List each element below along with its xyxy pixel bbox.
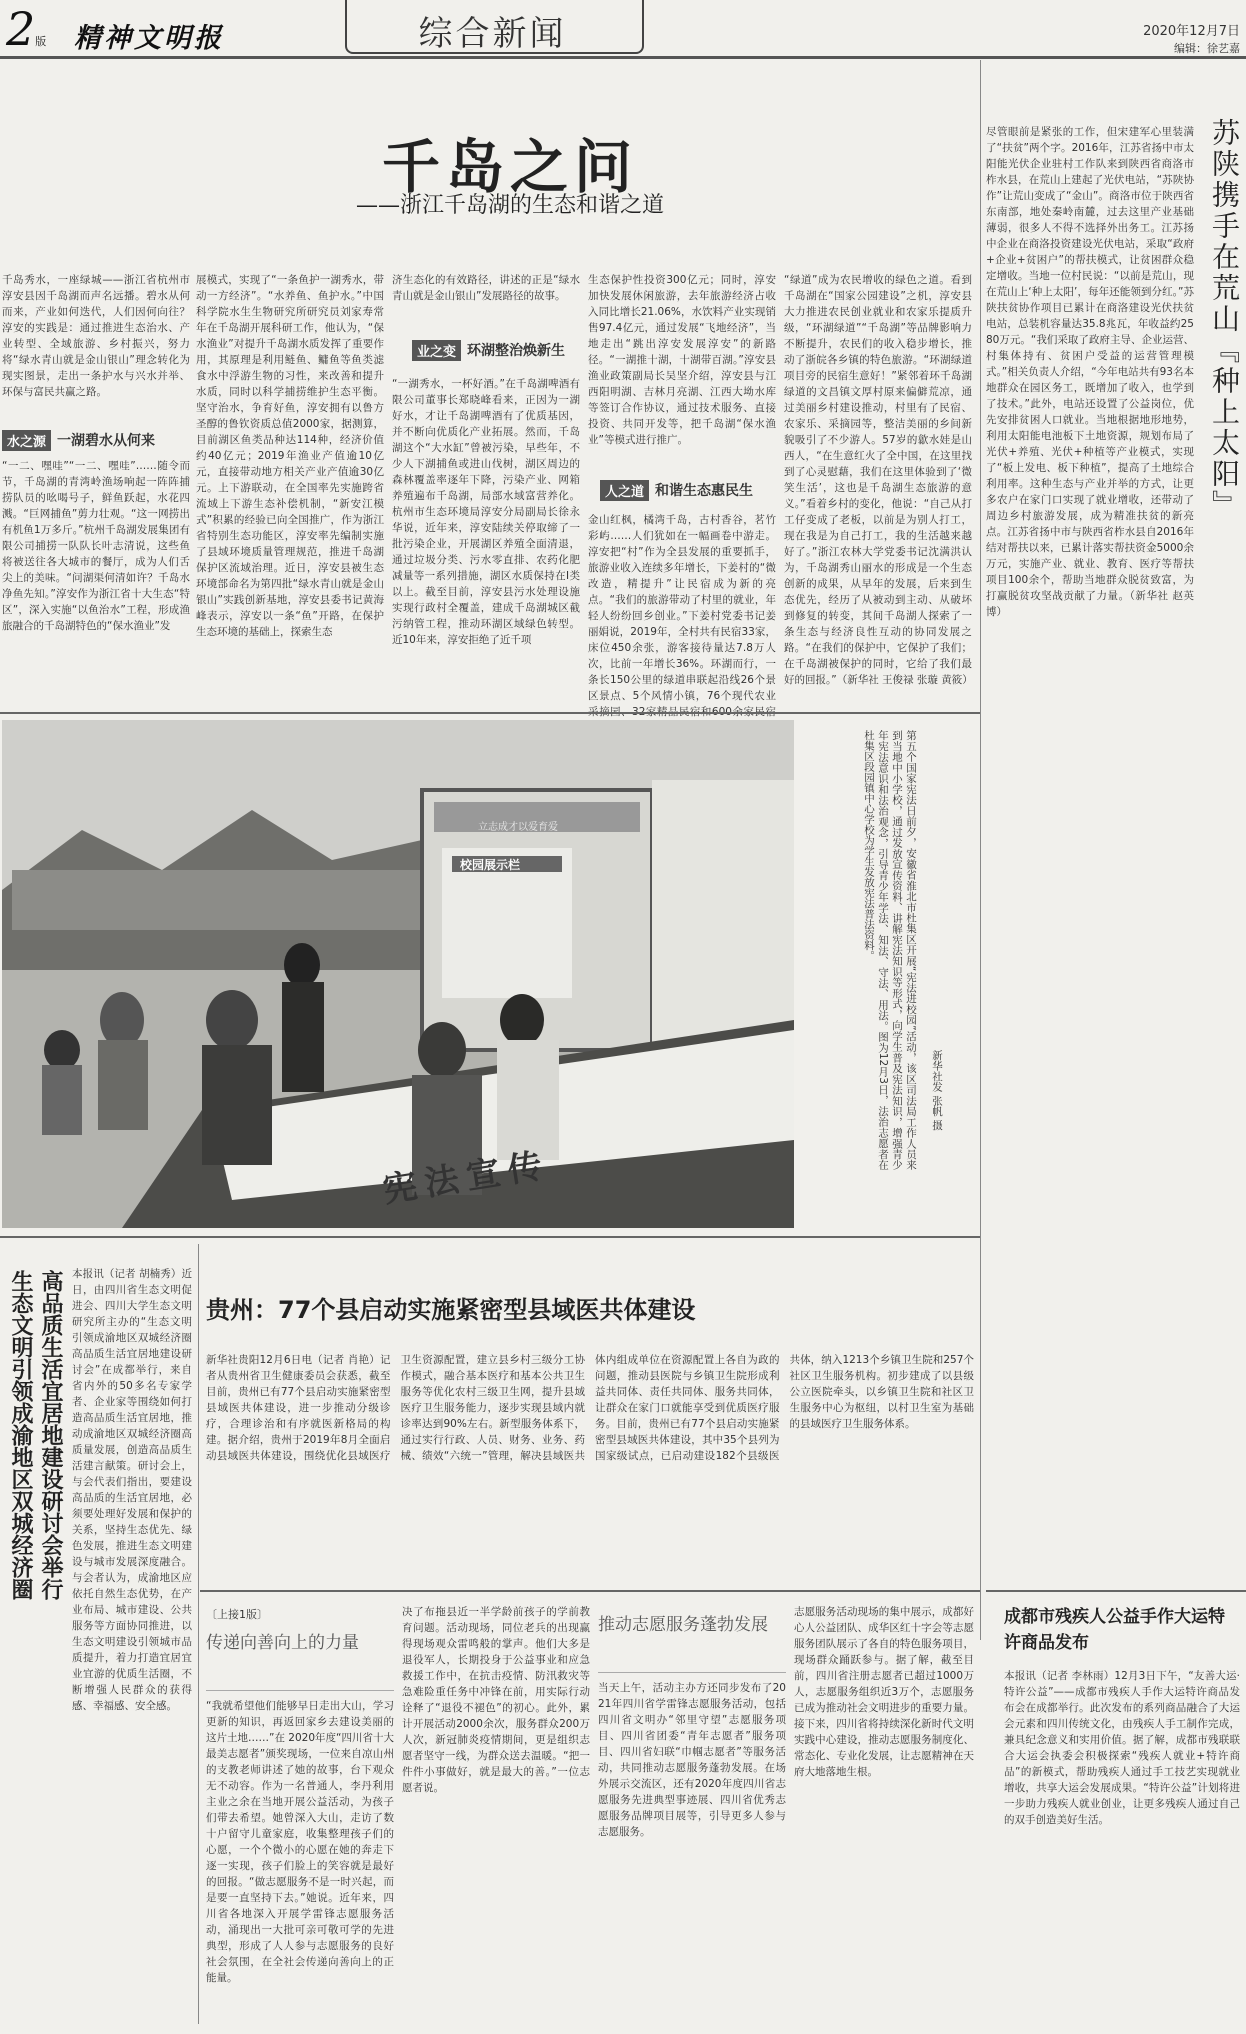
guizhou-bottom-rule — [200, 1590, 980, 1592]
volunteer-subhead-b-rule — [598, 1672, 786, 1673]
lead-subhead-1-text: 一湖碧水从何来 — [57, 433, 156, 449]
volunteer-col-c: 当天上午，活动主办方还同步发布了2021年四川省学雷锋志愿服务活动，包括四川省文明办“邻里守望”志愿服务项目、四川省团委“青年志愿者”服务项目、四川省妇联“巾帼志愿者”等服务活动，共同推动志愿服务蓬勃发展。在场外展示交流区，还有2020年度四川省志愿服务先进典型事迹展、四川省优秀志愿服务品牌项目展等，引导更多人参与志愿服务。 — [598, 1682, 786, 1838]
lead-col-1: 千岛秀水，一座绿城——浙江省杭州市淳安县因千岛湖而声名远播。碧水从何而来，产业如何迭代，人们因何向往？淳安的实践是：通过推进生态治水、产业转型、全域旅游、乡村振兴，努力将“绿水青山就是金山银山”理念转化为现实图景，走出一条护水与兴水并举、环保与富民共赢之路。 — [2, 274, 190, 398]
paper-logo: 精神文明报 — [74, 23, 224, 54]
guizhou-headline: 贵州：77个县启动实施紧密型县域医共体建设 — [206, 1296, 696, 1324]
guizhou-body: 新华社贵阳12月6日电（记者 肖艳）记者从贵州省卫生健康委员会获悉，截至目前，贵州已有77个县启动实施紧密型县域医共体建设，进一步推动分级诊疗，合理诊治和有序就医新格局的构建。据介绍，贵州于2019年8月全面启动县域医共体建设，围绕优化县域医疗卫生资源配置，建立县乡村三级分工协作模式，融合基本医疗和基本公共卫生服务等优化农村三级卫生网，提升县域医疗卫生服务能力，逐步实现县域内就诊率达到90%左右。新型服务体系下，通过实行行政、人员、财务、业务、药械、绩效“六统一”管理，解决县域医共体内组成单位在资源配置上各自为政的问题，推动县医院与乡镇卫生院形成利益共同体、责任共同体、服务共同体，让群众在家门口就能享受到优质医疗服务。目前，贵州已有77个县启动实施紧密型县域医共体建设，其中35个县列为国家级试点，已启动建设182个县级医共体，纳入1213个乡镇卫生院和257个社区卫生服务机构。初步建成了以县级公立医院牵头，以乡镇卫生院和社区卫生服务中心为枢纽，以村卫生室为基础的县域医疗卫生服务体系。 — [206, 1354, 974, 1462]
lead-bottom-rule — [0, 712, 980, 714]
photo-banner-text: 宪法宣传 — [380, 1145, 553, 1211]
volunteer-col-b: 决了布拖县近一半学龄前孩子的学前教育问题。活动现场，同位老兵的出现赢得现场观众雷鸣般的掌声。他们大多是退役军人，长期投身于公益事业和应急救援工作中，在抗击疫情、防汛救灾等急难险重任务中冲锋在前，用实际行动诠释了“退役不褪色”的初心。此外，累计开展活动2000余次，服务群众200万人次，新冠肺炎疫情期间，更是组织志愿者坚守一线，为群众送去温暖。“把一件件小事做好，就是最大的善。”一位志愿者说。 — [402, 1606, 590, 1794]
photo-scene — [2, 720, 794, 1228]
lead-subhead-3-text: 和谐生态惠民生 — [655, 483, 754, 499]
photo-bottom-rule — [0, 1236, 980, 1238]
right-col-body: 尽管眼前是紧张的工作，但宋建军心里装满了“扶贫”两个字。2016年，江苏省扬中市太阳能光伏企业驻村工作队来到陕西省商洛市柞水县，在荒山上建起了光伏电站，“苏陕协作”让荒山变成了“金山”。商洛市位于陕西省东南部，地处秦岭南麓，过去这里产业基础薄弱，很多人不得不选择外出务工。江苏扬中企业在商洛投资建设光伏电站，采取“政府+企业+贫困户”的帮扶模式，让贫困群众稳定增收。当地一位村民说：“以前是荒山，现在荒山上‘种上太阳’，每年还能领到分红。”苏陕扶贫协作项目已累计在商洛建设光伏扶贫电站，总装机容量达35.8兆瓦，年收益约2580万元。“我们采取了政府主导、企业运营、村集体持有、贫困户受益的运营管理模式。”相关负责人介绍，“今年电站共有93名本地群众在园区务工，既增加了收入，也学到了技术。”此外，电站还设置了公益岗位，优先安排贫困人口就业。当地根据地形地势，利用太阳能电池板下土地资源，规划布局了光伏+养殖、光伏+种植等产业模式，实现了“板上发电、板下种植”，提高了土地综合利用率。这种生态与产业并举的方式，让更多农户在家门口实现了就业增收，还带动了周边乡村旅游发展，成为精准扶贫的新亮点。江苏省扬中市与陕西省柞水县自2016年结对帮扶以来，已累计落实帮扶资金5000余万元，实施产业、就业、教育、医疗等帮扶项目100余个，帮助当地群众脱贫致富，为打赢脱贫攻坚战贡献了力量。（新华社 赵英博） — [986, 126, 1194, 618]
photo-board-title: 校园展示栏 — [460, 858, 521, 872]
lead-col-1b: “一二、嘿哇”“一二、嘿哇”……随令而节，千岛湖的青湾岭渔场响起一阵阵捕捞队员的吆喝号子，鲜鱼跃起，水花四溅。“巨网捕鱼”剪力壮观。“这一网捞出有机鱼1万多斤。”杭州千岛湖发展集团有限公司捕捞一队队长叶志清说，这些鱼将被送往各大城市的餐厅，成为人们舌尖上的美味。“问湖渠何清如许？千岛水净鱼先知。”淳安作为浙江省十大生态“特区”，深入实施“以鱼治水”工程，形成渔旅融合的千岛湖特色的“保水渔业”发 — [2, 460, 190, 632]
forum-divider — [198, 1244, 199, 2024]
lead-col-5: “绿道”成为农民增收的绿色之道。看到千岛湖在“国家公园建设”之机，淳安县大力推进农民创业就业和农家乐提质升级，“环湖绿道”“千岛湖”等品牌影响力不断提升，农民们的收入稳步增长，推动了浙皖各乡镇的特色旅游。“环湖绿道项目旁的民宿生意好！”紧邻着环千岛湖绿道的文昌镇文厚村原来偏僻荒凉，通过美丽乡村建设推动，村里有了民宿、农家乐、采摘园等，整洁美丽的乡间新貌吸引了不少游人。57岁的歙水娃是山西人，“在生意红火了全中国，在这里找到了心灵慰藉，我们在这里体验到了‘微笑生活’，这也是千岛湖生态旅游的意义。”看着乡村的变化，他说：“自己从打工仔变成了老板，以前是为别人打工，现在我是为自己打工，我的生活越来越好了。”浙江农林大学党委书记沈满洪认为，千岛湖秀山丽水的形成是一个生态创新的成果，从早年的发展，后来到生态优先，经历了从被动到主动、从破坏到修复的转变，其间千岛湖人探索了一条生态与经济良性互动的协同发展之路。“在我们的保护中，它保护了我们；在千岛湖被保护的同时，它给了我们最好的回报。”（新华社 王俊禄 张璇 黄筱） — [784, 274, 973, 686]
right-col-end-rule — [986, 1590, 1246, 1592]
lead-subhead-1 — [2, 428, 190, 452]
lead-subhead-3 — [600, 478, 776, 502]
photo-credit: 新华社发 张帆 摄 — [931, 1050, 943, 1131]
right-col-title: 苏陕携手在荒山『种上太阳』 — [1208, 118, 1241, 521]
masthead — [0, 0, 1246, 62]
forum-title-a: 高品质生活宜居地建设研讨会举行 — [38, 1270, 64, 1600]
masthead-rule — [0, 56, 1246, 59]
lead-title: 千岛之问 — [381, 133, 638, 201]
right-col-divider — [980, 60, 981, 1640]
news-photo — [2, 720, 794, 1228]
volunteer-subhead-a-rule — [206, 1690, 394, 1691]
page-number-digit: 2 — [6, 2, 36, 56]
editor-line: 编辑：徐艺嘉 — [1174, 42, 1240, 55]
lead-subhead-2 — [412, 338, 582, 362]
continued-note: 〔上接1版〕 — [206, 1608, 268, 1621]
lead-subhead-1-tag: 水之源 — [2, 430, 51, 451]
section-title: 综合新闻 — [418, 14, 567, 54]
lead-subhead-2-tag: 业之变 — [412, 340, 461, 361]
volunteer-subhead-b: 推动志愿服务蓬勃发展 — [598, 1615, 768, 1635]
lead-subtitle: ——浙江千岛湖的生态和谐之道 — [355, 193, 664, 218]
disabled-body: 本报讯（记者 李林雨）12月3日下午，“友善大运·特许公益”——成都市残疾人手作大运特许商品发布会在成都举行。此次发布的系列商品融合了大运会元素和四川传统文化，由残疾人手工制作完成，兼具纪念意义和实用价值。据了解，成都市残联联合大运会执委会积极探索“残疾人就业+特许商品”的新模式，帮助残疾人通过手工技艺实现就业增收，共享大运会发展成果。“特许公益”计划将进一步助力残疾人就业创业，让更多残疾人通过自己的双手创造美好生活。 — [1004, 1670, 1240, 1826]
forum-body: 本报讯（记者 胡楠秀）近日，由四川省生态文明促进会、四川大学生态文明研究所主办的“生态文明引领成渝地区双城经济圈高品质生活宜居地建设研讨会”在成都举行，来自省内外的50多名专家学者、企业家等围绕如何打造高品质生活宜居地，推动成渝地区双城经济圈高质量发展，创造高品质生活建言献策。研讨会上，与会代表们指出，要建设高品质的生活宜居地，必须要处理好发展和保护的关系，坚持生态优先、绿色发展，推进生态文明建设与城市发展深度融合。与会者认为，成渝地区应依托自然生态优势，在产业布局、城市建设、公共服务等方面协同推进，以生态文明建设引领城市品质提升，着力打造宜居宜业宜游的优质生活圈，不断增强人民群众的获得感、幸福感、安全感。 — [72, 1268, 192, 1712]
photo-caption: 第五个国家宪法日前夕，安徽省淮北市杜集区开展“宪法进校园”活动，该区司法局工作人员来到当地中小学校，通过发放宣传资料、讲解宪法知识等形式，向学生普及宪法知识，增强青少年宪法意识和法治观念，引导青少年学法、知法、守法、用法。图为12月3日，法治志愿者在杜集区段园镇中心学校为学生发放宪法普法资料。 — [863, 730, 917, 1170]
lead-col-3b: “一湖秀水，一杯好酒。”在千岛湖啤酒有限公司董事长郑晓峰看来，正因为一湖好水，才让千岛湖啤酒有了优质基因，并不断向优质化产业拓展。然而，千岛湖这个“大水缸”曾被污染，早些年，不少人下湖捕鱼或进山伐树，湖区周边的森林覆盖率逐年下降，污染产业、网箱养殖遍布千岛湖，局部水域富营养化。杭州市生态环境局淳安分局副局长徐永华说，近年来，淳安陆续关停取缔了一批污染企业，开展湖区养殖全面清退，通过垃圾分类、污水零直排、农药化肥减量等一系列措施，湖区水质保持在Ⅰ类以上。截至目前，淳安县污水处理设施实现行政村全覆盖，建成千岛湖城区截污纳管工程，推动环湖区域绿色转型。近10年来，淳安拒绝了近千项 — [392, 378, 580, 646]
lead-col-2: 展模式，实现了“一条鱼护一湖秀水，带动一方经济”。“水养鱼、鱼护水。”中国科学院水生生物研究所研究员刘家寿常年在千岛湖开展科研工作，他认为，“保水渔业”对提升千岛湖水质发挥了重要作用，其原理是利用鲢鱼、鳙鱼等鱼类滤食水中浮游生物的习性，来改善和提升水质，同时以科学捕捞维护生态平衡。坚守治水，争育好鱼，淳安拥有以鲁方圣醇的鲁钦资质总值2000家，据测算，目前湖区鱼类品种达114种，经济价值约40亿元；2019年渔业产值逾10亿元，直接带动地方相关产业产值逾30亿元。上下游联动，在全国率先实施跨省流域上下游生态补偿机制，“新安江模式”积累的经验已向全国推广，作为浙江省特别生态功能区，淳安率先编制实施了县域环境质量管理规范，推进千岛湖保护区流域治理。近日，淳安县被生态环境部命名为第四批“绿水青山就是金山银山”实践创新基地，淳安县委书记黄海峰表示，淳安以一条“鱼”开路，在保护生态环境的基础上，探索生态 — [196, 274, 384, 638]
lead-subhead-2-text: 环湖整治焕新生 — [467, 343, 566, 359]
volunteer-subhead-a: 传递向善向上的力量 — [206, 1633, 359, 1653]
lead-col-4: 生态保护性投资300亿元；同时，淳安加快发展休闲旅游，去年旅游经济占收入同比增长21.06%，水饮料产业实现销售97.4亿元，通过发展“飞地经济”，当地走出“跳出淳安发展淳安”的新路径。“一湖推十湖，十湖带百湖。”淳安县渔业政策副局长吴坚介绍，淳安县与江西阳明湖、吉林月亮湖、江西大坳水库等签订合作协议，通过技术服务、直接投资、共同开发等，把千岛湖“保水渔业”等模式进行推广。 — [588, 274, 776, 446]
volunteer-col-d: 志愿服务活动现场的集中展示，成都好心人公益团队、成华区红十字会等志愿服务团队展示了各自的特色服务项目，现场群众踊跃参与。据了解，截至目前，四川省注册志愿者已超过1000万人，志愿服务组织近3万个，志愿服务已成为推动社会文明进步的重要力量。接下来，四川省将持续深化新时代文明实践中心建设，推动志愿服务制度化、常态化、专业化发展，让志愿精神在天府大地落地生根。 — [794, 1606, 974, 1778]
lead-col-3: 济生态化的有效路径，讲述的正是“绿水青山就是金山银山”发展路径的故事。 — [392, 274, 580, 302]
volunteer-col-a: “我就希望他们能够早日走出大山，学习更新的知识，再返回家乡去建设美丽的这片土地……”在 2020年度“四川省十大最美志愿者”颁奖现场，一位来自凉山州的支教老师讲述了她的故事，台下观众无不动容。作为一名普通人，李丹利用主业之余在当地开展公益活动，为孩子们带去希望。她曾深入大山，走访了数十户留守儿童家庭，收集整理孩子们的心愿，一个个微小的心愿在她的奔走下逐一实现，孩子们脸上的笑容就是最好的回报。“做志愿服务不是一时兴起，而是要一直坚持下去。”她说。近年来，四川省各地深入开展学雷锋志愿服务活动，涌现出一大批可亲可敬可学的先进典型，形成了人人参与志愿服务的良好社会氛围，在全社会传递向善向上的正能量。 — [206, 1700, 394, 1984]
lead-subhead-3-tag: 人之道 — [600, 480, 649, 501]
disabled-headline: 成都市残疾人公益手作大运特许商品发布 — [1004, 1607, 1225, 1653]
forum-title-b: 生态文明引领成渝地区双城经济圈 — [8, 1270, 34, 1600]
lead-col-4b: 金山红枫，橘湾千岛，古村香谷，茗竹彩屿……人们犹如在一幅画卷中游走。淳安把“村”作为全县发展的重要抓手，旅游业收入连续多年增长，下姜村的“微改造，精提升”让民宿成为新的亮点。“我们的旅游带动了村里的就业，年轻人纷纷回乡创业。”下姜村党委书记姜丽娟说，2019年，全村共有民宿33家，床位450余张，游客接待量达7.8万人次，比前一年增长36%。环湖而行，一条长150公里的绿道串联起沿线26个景区景点、5个风情小镇，76个现代农业 — [588, 514, 776, 702]
date: 2020年12月7日 — [1143, 24, 1240, 39]
photo-board-slogan: 立志成才以爱育爱 — [478, 822, 558, 833]
page-suffix: 版 — [35, 35, 47, 48]
